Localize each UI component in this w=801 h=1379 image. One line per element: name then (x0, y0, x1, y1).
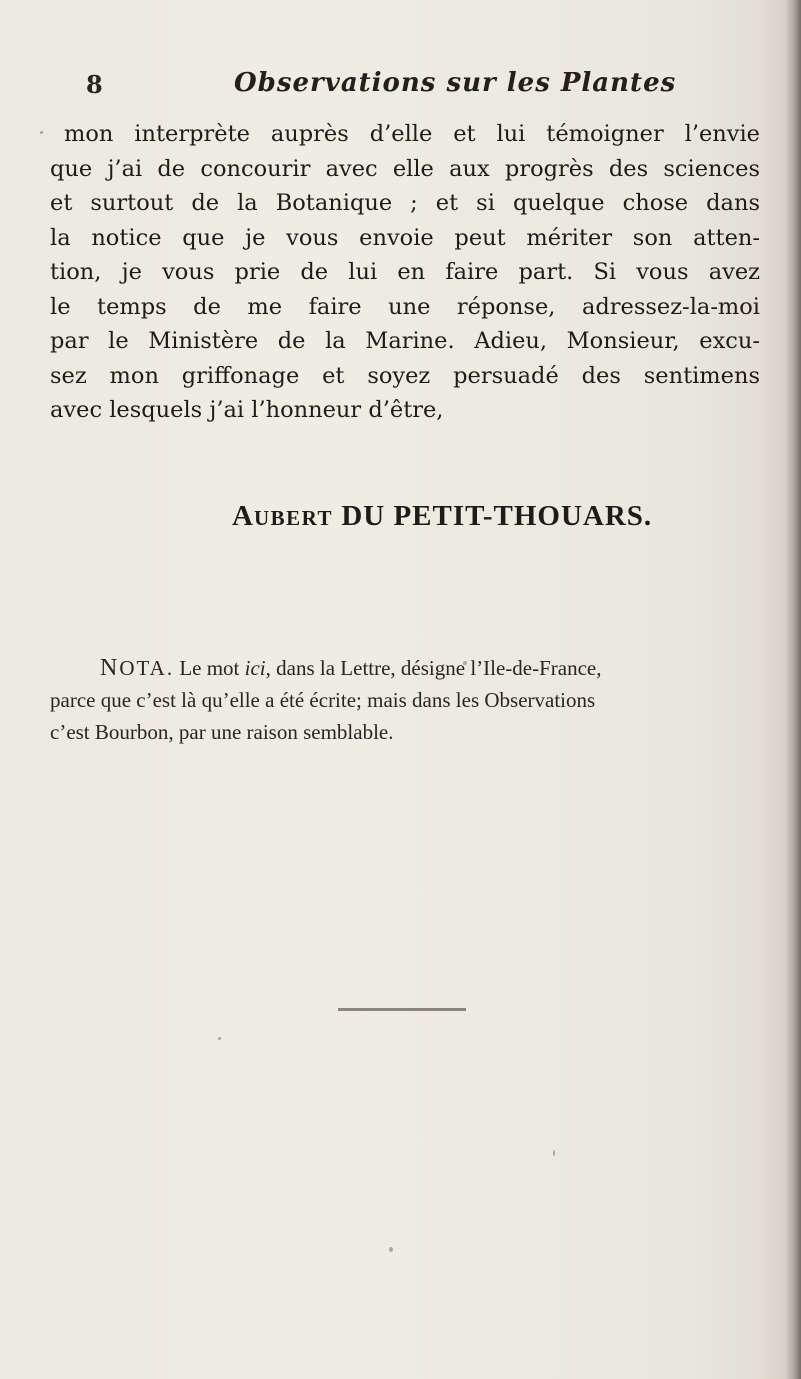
footnote-line (50, 652, 760, 684)
page-number: 8 (86, 70, 103, 99)
letter-line: mon interprète auprès d’elle et lui témoigner l’envie (64, 121, 760, 147)
footnote-text: Le mot (174, 656, 245, 680)
paper-speck (218, 1037, 221, 1040)
paper-speck (553, 1150, 555, 1156)
footnote (50, 652, 760, 748)
letter-line: avec lesquels j’ai l’honneur d’être, (50, 397, 444, 423)
letter-line: la notice que je vous envoie peut mériter son atten- (50, 224, 760, 251)
signature (232, 500, 652, 533)
letter-line: sez mon griffonage et soyez persuadé des sentimens (50, 362, 760, 389)
paper-speck (463, 661, 467, 665)
footnote-label (100, 656, 174, 680)
signature-first-name: UBERT (253, 506, 334, 530)
footnote-label-cap: N (100, 655, 120, 681)
letter-line: que j’ai de concourir avec elle aux progrès des sciences (50, 155, 760, 182)
paper-speck (40, 131, 43, 134)
footnote-label-rest: OTA. (119, 656, 175, 680)
end-rule (338, 1008, 466, 1011)
signature-surname: DU PETIT-THOUARS. (333, 500, 653, 532)
page-header (86, 68, 706, 104)
running-title: Observations sur les Plantes (234, 68, 677, 98)
footnote-text: , dans la Lettre, désigne l’Ile-de-France, (265, 656, 602, 680)
letter-body (50, 117, 760, 428)
footnote-emphasis: ici (244, 656, 266, 680)
letter-line: tion, je vous prie de lui en faire part. Si vous avez (50, 259, 760, 285)
letter-line: le temps de me faire une réponse, adressez-la-moi (50, 293, 760, 320)
spine-shadow (785, 0, 801, 1379)
letter-line: par le Ministère de la Marine. Adieu, Monsieur, excu- (50, 328, 760, 354)
footnote-line: parce que c’est là qu’elle a été écrite; mais dans les Observations (50, 688, 596, 712)
letter-line: et surtout de la Botanique ; et si quelque chose dans (50, 190, 760, 216)
footnote-line: c’est Bourbon, par une raison semblable. (50, 720, 394, 744)
paper-speck (389, 1247, 393, 1252)
signature-initial: A (232, 500, 254, 532)
